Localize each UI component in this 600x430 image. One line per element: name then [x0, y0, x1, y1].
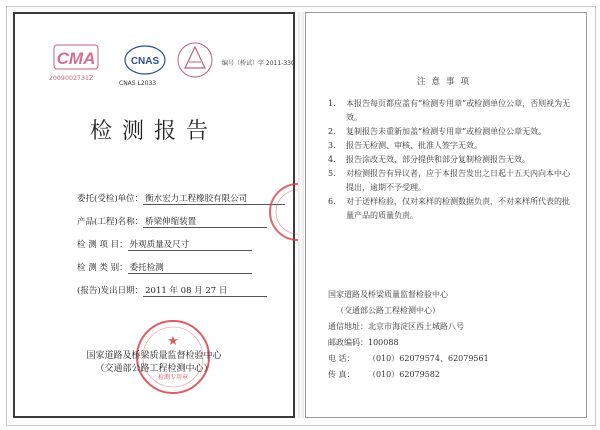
list-item-text: 报告无检测、审核、批准人签字无效。 — [346, 141, 482, 150]
field-client-unit — [77, 192, 285, 205]
contact-fax — [328, 369, 568, 380]
field-value: 外观质量及尺寸 — [128, 238, 252, 251]
fax-value: （010）62079582 — [368, 370, 440, 379]
notice-list — [328, 97, 572, 223]
cma-logo-text: CMA — [56, 49, 96, 68]
page-fold — [298, 12, 304, 418]
list-item-text: 报告涂改无效，部分提供和部分复制检测报告无效。 — [346, 155, 530, 164]
contact-organization: 国家道路及桥梁质量监督检验中心 — [328, 290, 448, 299]
contact-address — [328, 321, 568, 332]
field-test-items — [77, 238, 252, 251]
field-label: (报告)发出日期： — [77, 286, 144, 296]
contact-phone — [328, 353, 568, 364]
field-value: 桥梁伸缩装置 — [143, 215, 267, 228]
field-test-category — [77, 261, 252, 274]
notice-title: 注意事项 — [416, 77, 475, 87]
field-value: 2011 年 08 月 27 日 — [143, 284, 267, 297]
contact-postcode — [328, 337, 568, 348]
fax-label: 传 真： — [328, 370, 355, 379]
list-item — [328, 195, 572, 223]
list-item-number: 5. — [328, 169, 336, 178]
list-item — [328, 97, 572, 125]
organization-subname: （交通部公路工程检测中心） — [95, 364, 213, 374]
list-item-number: 3. — [328, 141, 336, 150]
list-item — [328, 139, 572, 153]
list-item-text: 本报告每页都应盖有“检测专用章”或检测单位公章，否则视为无效。 — [346, 99, 571, 122]
address-label: 通信地址： — [328, 322, 368, 331]
stamp-text: 检测专用章 — [157, 374, 189, 381]
notice-page — [305, 12, 587, 418]
list-item-number: 4. — [328, 155, 336, 164]
list-item — [328, 125, 572, 139]
seal-icon — [175, 40, 215, 80]
address-value: 北京市海淀区西土城路八号 — [368, 322, 464, 331]
svg-text:★: ★ — [167, 334, 179, 349]
field-value: 衡水宏力工程橡胶有限公司 — [143, 192, 285, 205]
report-cover-page — [13, 12, 295, 418]
field-value: 委托检测 — [128, 261, 252, 274]
report-title: 检测报告 — [89, 119, 218, 144]
list-item — [328, 167, 572, 195]
postcode-label: 邮政编码： — [328, 338, 368, 347]
phone-value: （010）62079574、62079561 — [368, 354, 489, 363]
field-label: 委托(受检)单位： — [77, 194, 144, 204]
contact-organization-sub: （交通部公路工程检测中心） — [336, 306, 440, 315]
cnas-logo-text: CNAS — [130, 56, 160, 67]
cma-certificate-number: 2009002731Z — [49, 75, 94, 82]
phone-label: 电 话： — [328, 354, 355, 363]
postcode-value: 100088 — [368, 338, 399, 347]
organization-name: 国家道路及桥梁质量监督检验中心 — [86, 351, 222, 361]
field-label: 产品(工程)名称： — [77, 217, 144, 227]
list-item-text: 复制报告未重新加盖“检测专用章”或检测单位公章无效。 — [346, 127, 547, 136]
list-item-text: 对于送样检验，仅对来样的检测数据负责，不对来样所代表的批量产品的质量负责。 — [346, 197, 570, 220]
cnas-logo-icon — [123, 44, 167, 76]
report-code-number: 编号（桥试）字 2011-330 — [222, 60, 295, 67]
cross-page-seal-stamp — [268, 182, 300, 242]
field-label: 检 测 项 目： — [77, 240, 128, 250]
field-label: 检 测 类 别： — [77, 263, 128, 273]
list-item-number: 6. — [328, 197, 336, 206]
cma-logo-icon — [53, 42, 99, 72]
list-item-number: 1. — [328, 99, 336, 108]
list-item-text: 对检测报告有异议者，应于本报告发出之日起十五天内向本中心提出，逾期不予受理。 — [346, 169, 570, 192]
list-item — [328, 153, 572, 167]
list-item-number: 2. — [328, 127, 336, 136]
field-product-name — [77, 215, 267, 228]
cnas-accreditation-number: CNAS L2033 — [119, 80, 157, 87]
field-issue-date — [77, 284, 267, 297]
